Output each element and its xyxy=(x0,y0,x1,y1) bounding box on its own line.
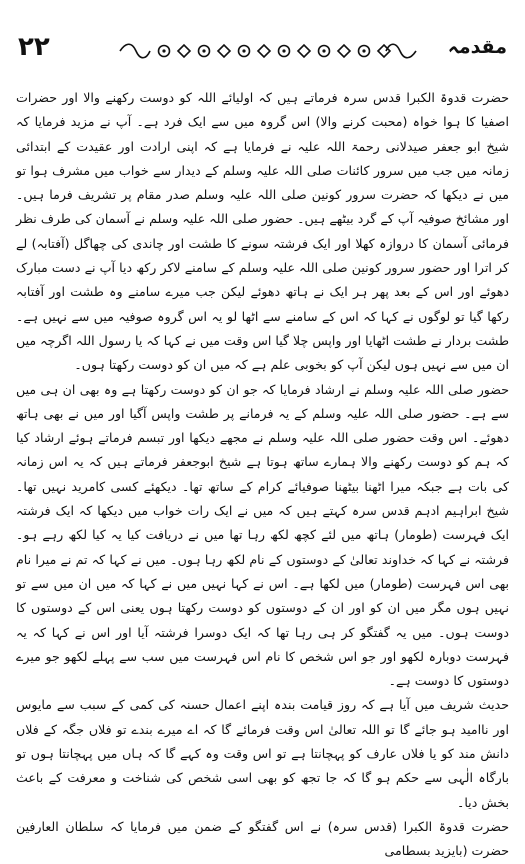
paragraph: حضرت قدوۃ الکبرا قدس سرہ فرماتے ہیں کہ اولیائے اللہ کو دوست رکھنے والا اور حضرات اصفیا کا ہوا خواہ (محبت کرنے والا) اس گروہ میں سے ایک فرد ہے۔ آپ نے مزید فرمایا کہ شیخ ابو جعفر صیدلانی رحمۃ اللہ علیہ نے فرمایا ہے کہ اپنی ارادت اور عقیدت کے ابتدائی زمانہ میں جب میں سرور کائنات صلی اللہ علیہ وسلم کے دیدار سے خواب میں مشرف ہوا تو میں نے دیکھا کہ حضرت سرور کونین صلی اللہ علیہ وسلم صدر مقام پر تشریف فرما ہیں۔ اور مشائخ صوفیہ آپ کے گرد بیٹھے ہیں۔ حضور صلی اللہ علیہ وسلم نے آسمان کی طرف نظر فرمائی آسمان کا دروازہ کھلا اور ایک فرشتہ سونے کا طشت اور چاندی کی چھاگل (آفتابہ) لے کر اترا اور حضور سرور کونین صلی اللہ علیہ وسلم کے سامنے لاکر رکھ دیا آپ نے دست مبارک دھوئے اور اس کے بعد پھر ہر ایک نے ہاتھ دھوئے لیکن جب میرے سامنے وہ طشت اور آفتابہ رکھا گیا تو لوگوں نے کہا کہ اس کے سامنے سے اٹھا لو یہ اس گروہ صوفیہ میں سے نہیں ہے۔ طشت بردار نے طشت اٹھایا اور واپس چلا گیا اس وقت میں نے کہا کہ یا رسول اللہ اگرچہ میں ان میں سے نہیں ہوں لیکن آپ کو بخوبی علم ہے کہ میں ان کو دوست رکھتا ہوں۔ xyxy=(16,90,509,373)
ornament-diamond xyxy=(178,45,190,57)
paragraph: حضرت قدوۃ الکبرا (قدس سرہ) نے اس گفتگو کے ضمن میں فرمایا کہ سلطان العارفین حضرت (بایزید بسطامی xyxy=(16,818,509,859)
ornament-diamond xyxy=(338,45,350,57)
page-header xyxy=(0,10,525,66)
page-number: ۲۲ xyxy=(18,32,50,62)
page-body xyxy=(16,86,509,864)
ornament-diamond xyxy=(218,45,230,57)
ornament-diamond xyxy=(298,45,310,57)
paragraph: حضور صلی اللہ علیہ وسلم نے ارشاد فرمایا کہ جو ان کو دوست رکھتا ہے وہ بھی ان ہی میں سے ہے۔ حضور صلی اللہ علیہ وسلم کے یہ فرمانے پر طشت واپس آگیا اور میں نے بھی ہاتھ دھوئے۔ اس وقت حضور صلی اللہ علیہ وسلم نے مجھے دیکھا اور تبسم فرماتے ہوئے ارشاد کیا کہ ہم کو دوست رکھنے والا ہمارے ساتھ ہوتا ہے شیخ ابوجعفر فرماتے ہیں کہ یہ اس زمانہ کی بات ہے جبکہ میرا اٹھنا بیٹھنا صوفیائے کرام کے ساتھ تھا۔ دیکھئے کسی کامرید نہیں تھا۔ شیخ ابراہیم ادہم قدس سرہ کہتے ہیں کہ میں نے ایک رات خواب میں دیکھا کہ ایک فرشتہ ایک فہرست (طومار) ہاتھ میں لئے کچھ لکھ رہا تھا میں نے دریافت کیا یہ کیا لکھ رہے ہو۔ فرشتہ نے کہا کہ خداوند تعالیٰ کے دوستوں کے نام لکھ رہا ہوں۔ میں نے کہا کہ تم نے میرا نام بھی اس فہرست (طومار) میں لکھا ہے۔ اس نے کہا نہیں میں نے کہا کہ میں ان میں سے تو نہیں ہوں مگر میں ان کو اور ان کے دوستوں کو دوست رکھتا ہوں یعنی اس کے دوستوں کا دوست ہوں۔ میں یہ گفتگو کر ہی رہا تھا کہ ایک دوسرا فرشتہ آیا اور اس نے کہا کہ یہ فہرست دوبارہ لکھو اور جو اس شخص کا نام اس فہرست میں سب سے پہلے لکھو جو میرے دوستوں کا دوست ہے۔ xyxy=(16,381,509,689)
paragraph: حدیث شریف میں آیا ہے کہ روز قیامت بندہ اپنے اعمال حسنہ کی کمی کے سبب سے مایوس اور ناامید ہو جائے گا تو اللہ تعالیٰ اس وقت فرمائے گا کہ اے میرے بندے تو فلاں جگہ کے فلاں دانش مند کو یا فلاں عارف کو پہچانتا ہے تو اس وقت وہ کہے گا کہ ہاں میں پہچانتا ہوں تو بارگاہ الٰہی سے حکم ہو گا کہ جا تجھ کو بھی اسی شخص کی شناخت و معرفت کے باعث بخش دیا۔ xyxy=(16,697,509,810)
running-title: مقدمہ xyxy=(447,36,507,58)
ornament-divider xyxy=(118,36,418,66)
ornament-diamond xyxy=(258,45,270,57)
ornament-left-flourish xyxy=(120,44,150,58)
